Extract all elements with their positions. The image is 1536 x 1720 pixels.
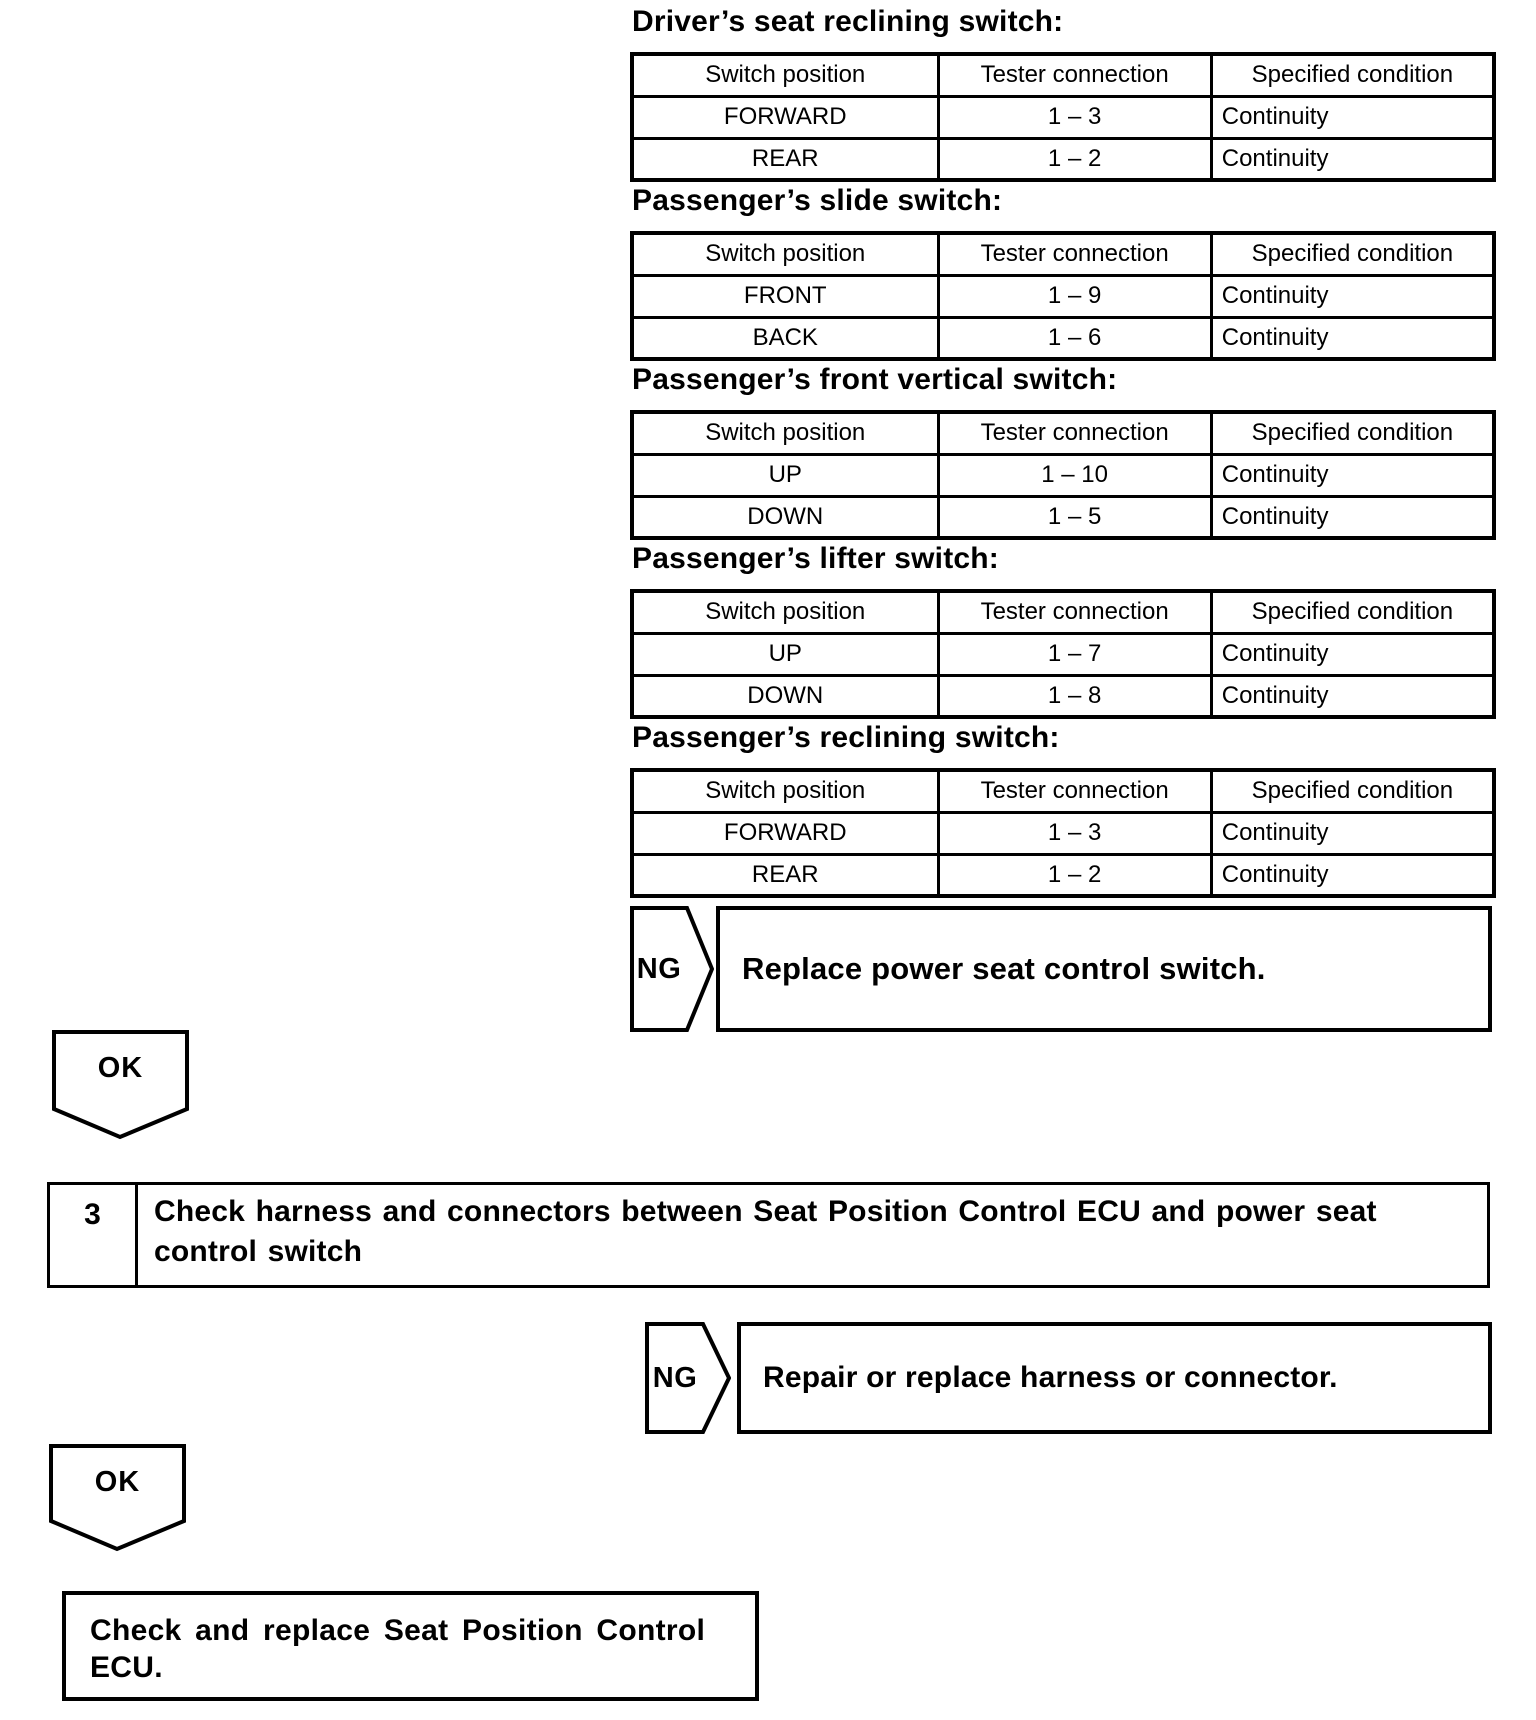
col-header-tester-connection: Tester connection xyxy=(938,412,1211,454)
table-row xyxy=(632,812,1494,854)
tester-connection-cell: 1 – 10 xyxy=(938,454,1211,496)
step-number: 3 xyxy=(50,1185,138,1285)
switch-position-cell: BACK xyxy=(632,317,938,359)
specified-condition-cell: Continuity xyxy=(1211,675,1494,717)
col-header-specified-condition: Specified condition xyxy=(1211,591,1494,633)
table-header-row xyxy=(632,770,1494,812)
section-passengers-slide-switch xyxy=(630,183,1498,361)
col-header-specified-condition: Specified condition xyxy=(1211,412,1494,454)
step-3-box xyxy=(47,1182,1490,1288)
continuity-table xyxy=(630,231,1496,361)
step-title-text: Check harness and connectors between Seat Position Control ECU and power seat control switch xyxy=(154,1195,1377,1268)
switch-position-cell: FORWARD xyxy=(632,812,938,854)
tester-connection-cell: 1 – 6 xyxy=(938,317,1211,359)
table-header-row xyxy=(632,412,1494,454)
table-header-row xyxy=(632,54,1494,96)
tester-connection-cell: 1 – 8 xyxy=(938,675,1211,717)
continuity-table xyxy=(630,52,1496,182)
specified-condition-cell: Continuity xyxy=(1211,275,1494,317)
specified-condition-cell: Continuity xyxy=(1211,138,1494,180)
ok-label: OK xyxy=(94,1466,141,1498)
ok-label: OK xyxy=(97,1052,144,1084)
col-header-switch-position: Switch position xyxy=(632,233,938,275)
col-header-tester-connection: Tester connection xyxy=(938,233,1211,275)
tester-connection-cell: 1 – 2 xyxy=(938,138,1211,180)
table-row xyxy=(632,496,1494,538)
continuity-table xyxy=(630,768,1496,898)
switch-position-cell: REAR xyxy=(632,138,938,180)
ng-label: NG xyxy=(652,1361,698,1394)
section-drivers-seat-reclining-switch xyxy=(630,4,1498,182)
specified-condition-cell: Continuity xyxy=(1211,854,1494,896)
col-header-tester-connection: Tester connection xyxy=(938,54,1211,96)
tester-connection-cell: 1 – 2 xyxy=(938,854,1211,896)
switch-position-cell: DOWN xyxy=(632,496,938,538)
table-row xyxy=(632,138,1494,180)
col-header-specified-condition: Specified condition xyxy=(1211,770,1494,812)
switch-position-cell: FRONT xyxy=(632,275,938,317)
specified-condition-cell: Continuity xyxy=(1211,454,1494,496)
switch-position-cell: DOWN xyxy=(632,675,938,717)
switch-position-cell: UP xyxy=(632,454,938,496)
tester-connection-cell: 1 – 3 xyxy=(938,812,1211,854)
ng-pointer-2 xyxy=(645,1322,731,1434)
specified-condition-cell: Continuity xyxy=(1211,633,1494,675)
section-title: Passenger’s slide switch: xyxy=(632,184,1003,217)
col-header-tester-connection: Tester connection xyxy=(938,591,1211,633)
table-row xyxy=(632,854,1494,896)
col-header-switch-position: Switch position xyxy=(632,54,938,96)
section-title: Passenger’s reclining switch: xyxy=(632,721,1060,754)
switch-position-cell: REAR xyxy=(632,854,938,896)
section-passengers-front-vertical-switch xyxy=(630,362,1498,540)
tester-connection-cell: 1 – 9 xyxy=(938,275,1211,317)
continuity-table xyxy=(630,589,1496,719)
action-replace-power-seat-control-switch: Replace power seat control switch. xyxy=(716,906,1492,1032)
col-header-specified-condition: Specified condition xyxy=(1211,54,1494,96)
table-row xyxy=(632,275,1494,317)
action-repair-or-replace-harness: Repair or replace harness or connector. xyxy=(737,1322,1492,1434)
specified-condition-cell: Continuity xyxy=(1211,317,1494,359)
table-row xyxy=(632,454,1494,496)
ok-pointer-2 xyxy=(49,1444,186,1552)
col-header-tester-connection: Tester connection xyxy=(938,770,1211,812)
final-action-check-replace-ecu: Check and replace Seat Position Control ECU. xyxy=(62,1591,759,1701)
col-header-switch-position: Switch position xyxy=(632,412,938,454)
table-row xyxy=(632,96,1494,138)
section-title: Driver’s seat reclining switch: xyxy=(632,5,1064,38)
ng-label: NG xyxy=(636,952,682,985)
tester-connection-cell: 1 – 5 xyxy=(938,496,1211,538)
col-header-switch-position: Switch position xyxy=(632,591,938,633)
ng-pointer-1 xyxy=(630,906,714,1032)
tester-connection-cell: 1 – 3 xyxy=(938,96,1211,138)
table-row xyxy=(632,675,1494,717)
ok-pointer-1 xyxy=(52,1030,189,1140)
specified-condition-cell: Continuity xyxy=(1211,96,1494,138)
switch-position-cell: FORWARD xyxy=(632,96,938,138)
table-header-row xyxy=(632,233,1494,275)
specified-condition-cell: Continuity xyxy=(1211,496,1494,538)
col-header-specified-condition: Specified condition xyxy=(1211,233,1494,275)
section-title: Passenger’s front vertical switch: xyxy=(632,363,1118,396)
ok-pentagon-icon xyxy=(52,1030,189,1140)
table-header-row xyxy=(632,591,1494,633)
table-row xyxy=(632,317,1494,359)
table-row xyxy=(632,633,1494,675)
section-passengers-lifter-switch xyxy=(630,541,1498,719)
section-passengers-reclining-switch xyxy=(630,720,1498,898)
section-title: Passenger’s lifter switch: xyxy=(632,542,1000,575)
specified-condition-cell: Continuity xyxy=(1211,812,1494,854)
step-title xyxy=(138,1185,1487,1285)
switch-position-cell: UP xyxy=(632,633,938,675)
tester-connection-cell: 1 – 7 xyxy=(938,633,1211,675)
continuity-table xyxy=(630,410,1496,540)
col-header-switch-position: Switch position xyxy=(632,770,938,812)
